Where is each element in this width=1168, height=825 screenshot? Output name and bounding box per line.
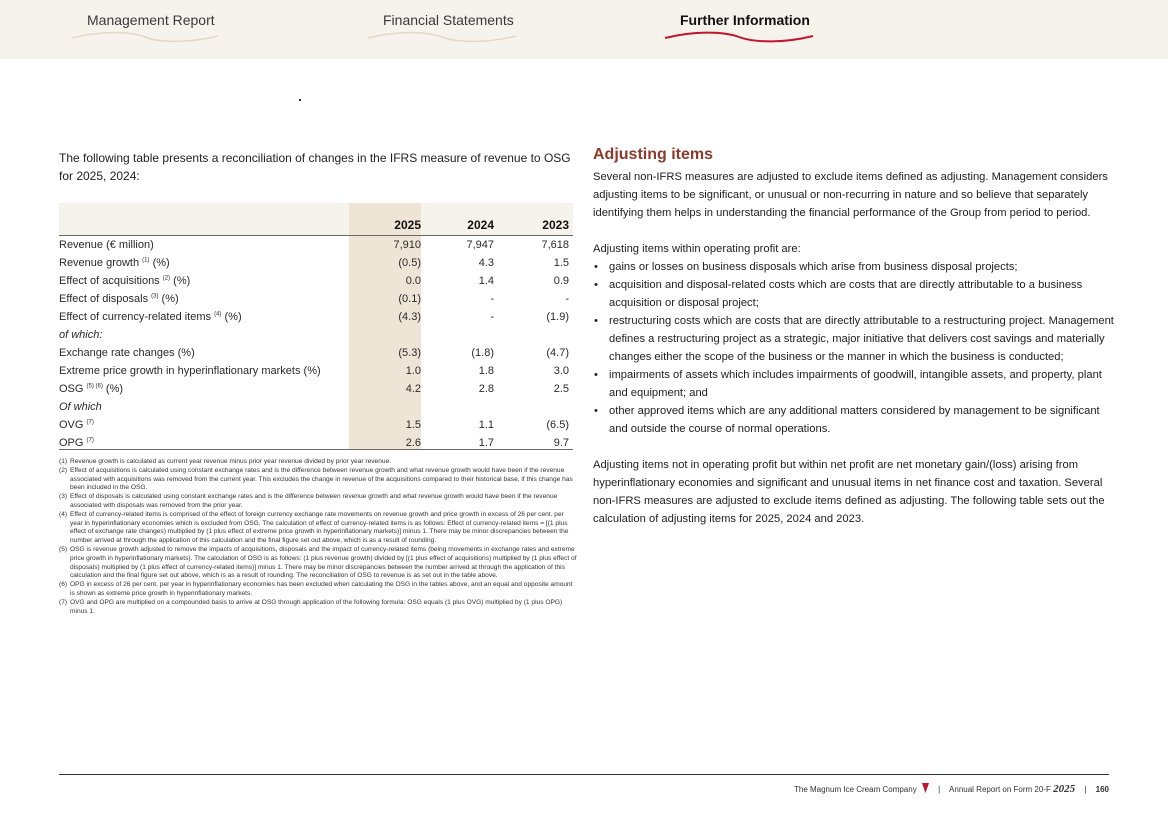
page-footer <box>794 783 1109 795</box>
table-cell: 2.8 <box>478 383 494 395</box>
table-cell: 1.4 <box>478 275 494 287</box>
table-row <box>59 398 573 416</box>
footnote-number: (3) <box>59 493 68 501</box>
row-label <box>59 254 170 272</box>
table-cell: 7,910 <box>393 239 421 251</box>
table-row <box>59 344 573 362</box>
footnote-reference: (5) (6) <box>86 383 103 390</box>
table-cell: 1.0 <box>405 365 421 377</box>
table-row <box>59 308 573 326</box>
table-cell: 9.7 <box>553 437 569 449</box>
footnote-reference: (4) <box>214 311 222 318</box>
table-footnotes <box>59 458 577 616</box>
row-label <box>59 344 195 362</box>
footnote <box>59 467 577 493</box>
row-label-unit: (%) <box>102 383 124 395</box>
footnote <box>59 511 577 546</box>
footnote <box>59 493 577 511</box>
active-tab-underline-wave <box>663 30 815 44</box>
row-label <box>59 290 179 308</box>
paragraph-net-profit-items: Adjusting items not in operating profit but within net profit are net monetary gain/(loss) arising from hyperinflationary economies and significant and unusual items in net finance cost and taxation. Several non-IFRS measures are adjusted to exclude items defined as adjusting. The following table sets out the calculation of adjusting items for 2025, 2024 and 2023. <box>593 459 1105 525</box>
footnote-text: Effect of disposals is calculated using constant exchange rates and is the difference between revenue growth and what revenue growth would have been if the revenue associated with disposals was removed from the prior year. <box>70 493 558 509</box>
footnote-text: Effect of currency-related items is comprised of the effect of foreign currency exchange rate movements on revenue growth and price growth in excess of 26 per cent. per year in hyperinflationary economies which is excluded from OSG. The calculation of effect of currency-related items is as follows: Effect of currency-related items = [(1 plus effect of exchange rate changes) multiplied by (1 plus effect of extreme price growth in hyperinflationary markets)] minus 1. There may be minor discrepancies between the number arrived at through the application of this calculation and the final figure set out above, which is as a result of rounding. <box>70 510 569 545</box>
row-label <box>59 326 102 344</box>
row-label <box>59 416 94 434</box>
table-cell: (1.8) <box>471 347 494 359</box>
table-cell: 1.8 <box>478 365 494 377</box>
table-row <box>59 236 573 254</box>
list-item: • acquisition and disposal-related costs which are costs that are directly attributable to a business acquisition or disposal project; <box>593 276 1115 312</box>
row-label-text: OSG <box>59 383 84 395</box>
footnote-text: Effect of acquisitions is calculated using constant exchange rates and is the difference between revenue growth and what revenue growth would have been if the revenue associated with acquisitions was removed from the current year. This excludes the change in revenue of the acquisitions compared to their historical base, if this change has been included in the OSG. <box>70 466 573 492</box>
table-row <box>59 272 573 290</box>
column-header-2023: 2023 <box>542 218 569 232</box>
tab-underline-wave <box>366 30 518 44</box>
table-cell: (6.5) <box>546 419 569 431</box>
row-label-unit: (%) <box>149 257 170 269</box>
row-label-text: OPG <box>59 437 84 449</box>
list-item: • gains or losses on business disposals which arise from business disposal projects; <box>593 258 1115 276</box>
intro-text: The following table presents a reconciliation of changes in the IFRS measure of revenue to OSG for 2025, 2024: <box>59 151 571 183</box>
table-cell: (4.3) <box>398 311 421 323</box>
row-label <box>59 308 242 326</box>
row-label-unit: (%) <box>158 293 179 305</box>
table-cell: 2.6 <box>405 437 421 449</box>
row-label <box>59 362 321 380</box>
table-cell: 0.9 <box>553 275 569 287</box>
footnote-text: OVG and OPG are multiplied on a compounded basis to arrive at OSG through application of the following formula: OSG equals (1 plus OVG) multiplied by (1 plus OPG) minus 1. <box>70 598 563 615</box>
table-row <box>59 254 573 272</box>
list-item: • restructuring costs which are costs that are directly attributable to a restructuring project. Management defines a restructuring project as a strategic, major initiative that delivers cost savings and materially changes either the scope of the business or the manner in which the business is conducted; <box>593 312 1115 366</box>
footnote-reference: (7) <box>86 419 94 426</box>
footnote-number: (1) <box>59 458 68 465</box>
footnote <box>59 581 577 599</box>
row-label-text: Of which <box>59 401 102 413</box>
table-cell: 3.0 <box>553 365 569 377</box>
magnum-logo-icon <box>922 783 929 793</box>
table-cell: 7,618 <box>541 239 569 251</box>
row-label-text: Revenue (€ million) <box>59 239 154 251</box>
table-row <box>59 290 573 308</box>
section-title: Adjusting items <box>593 146 714 163</box>
footnote-reference: (7) <box>86 437 94 444</box>
table-cell: 4.2 <box>405 383 421 395</box>
adjusting-items-body <box>593 168 1115 528</box>
top-navigation <box>0 0 1168 59</box>
footnote-text: OSG is revenue growth adjusted to remove the impacts of acquisitions, disposals and the impact of currency-related items (being movements in exchange rates and extreme price growth in hyperinflationary markets). The calculation of OSG is as follows: (1 plus revenue growth) divided by [(1 plus effect of acquisitions) multiplied by (1 plus effect of disposals) multiplied by (1 plus effect of currency-related items)] minus 1. There may be minor discrepancies between the number arrived at through the application of this calculation and the final figure set out above, which is as a result of rounding. The reconciliation of OSG to revenue is as set out in the table above. <box>70 545 577 580</box>
row-label-text: Effect of disposals <box>59 293 149 305</box>
footnote <box>59 599 577 617</box>
table-row <box>59 416 573 434</box>
tab-underline-wave <box>70 30 220 44</box>
row-label-text: Extreme price growth in hyperinflationary markets (%) <box>59 365 321 377</box>
footer-divider: | <box>938 785 941 794</box>
tab-management-report[interactable]: Management Report <box>87 12 215 28</box>
list-item: • impairments of assets which includes impairments of goodwill, intangible assets, and property, plant and equipment; and <box>593 366 1115 402</box>
row-label-unit: (%) <box>170 275 191 287</box>
row-label-unit: (%) <box>221 311 242 323</box>
table-cell: (1.9) <box>546 311 569 323</box>
row-label-text: of which: <box>59 329 103 341</box>
footer-company: The Magnum Ice Cream Company <box>793 785 917 794</box>
column-header-2024: 2024 <box>467 218 494 232</box>
table-cell: 1.5 <box>553 257 569 269</box>
table-row <box>59 362 573 380</box>
footnote-text: Revenue growth is calculated as current year revenue minus prior year revenue divided by prior year revenue. <box>70 458 392 465</box>
row-label-text: Exchange rate changes (%) <box>59 347 195 359</box>
row-label-text: Effect of acquisitions <box>59 275 160 287</box>
page-number: 160 <box>1095 785 1109 794</box>
column-header-2025: 2025 <box>394 218 421 232</box>
tab-further-information[interactable]: Further Information <box>680 12 810 28</box>
table-cell: 2.5 <box>553 383 569 395</box>
row-label <box>59 398 102 416</box>
table-cell: 7,947 <box>466 239 494 251</box>
table-cell: 1.5 <box>405 419 421 431</box>
row-label-text: OVG <box>59 419 84 431</box>
table-cell: 1.7 <box>478 437 494 449</box>
paragraph-definition: Several non-IFRS measures are adjusted to exclude items defined as adjusting. Management considers adjusting items to be significant, or unusual or non-recurring in nature and so believe that separately identifying them helps in understanding the financial performance of the Group from period to period. <box>593 171 1108 219</box>
footnote-number: (4) <box>59 510 68 518</box>
table-cell: (4.7) <box>546 347 569 359</box>
table-cell: (0.1) <box>398 293 421 305</box>
table-cell: - <box>565 293 569 305</box>
table-row <box>59 380 573 398</box>
table-header-row <box>59 218 573 236</box>
table-row <box>59 326 573 344</box>
footnote-number: (5) <box>59 545 68 553</box>
footer-year: 2025 <box>1053 783 1076 795</box>
footnote-number: (6) <box>59 581 68 589</box>
footnote-number: (7) <box>59 598 68 606</box>
paragraph-list-intro: Adjusting items within operating profit are: <box>593 243 801 255</box>
footnote-text: OPG in excess of 26 per cent. per year in hyperinflationary economies has been excluded when calculating the OSG in the tables above, and an equal and opposite amount is shown as extreme price growth in hyperinflationary markets. <box>70 581 573 597</box>
footnote <box>59 546 577 581</box>
tab-financial-statements[interactable]: Financial Statements <box>383 12 514 28</box>
footnote-reference: (2) <box>162 275 171 282</box>
stray-dot <box>299 99 301 101</box>
table-bottom-rule <box>59 449 573 450</box>
list-item: • other approved items which are any additional matters considered by management to be significant and outside the course of normal operations. <box>593 402 1115 438</box>
table-cell: 0.0 <box>405 275 421 287</box>
table-cell: - <box>490 293 494 305</box>
footer-report: Annual Report on Form 20-F <box>949 785 1051 794</box>
row-label <box>59 380 123 398</box>
row-label-text: Revenue growth <box>59 257 140 269</box>
footnote-number: (2) <box>59 466 68 474</box>
row-label <box>59 236 154 254</box>
footnote-reference: (3) <box>151 293 159 300</box>
table-cell: - <box>490 311 494 323</box>
table-cell: 4.3 <box>478 257 494 269</box>
footer-rule <box>59 774 1109 775</box>
adjusting-items-list <box>593 258 1115 438</box>
row-label-text: Effect of currency-related items <box>59 311 212 323</box>
footnote <box>59 458 577 467</box>
table-cell: 1.1 <box>478 419 494 431</box>
footer-divider: | <box>1084 785 1087 794</box>
footnote-reference: (1) <box>142 257 150 264</box>
table-cell: (5.3) <box>398 347 421 359</box>
table-cell: (0.5) <box>398 257 421 269</box>
row-label <box>59 272 190 290</box>
